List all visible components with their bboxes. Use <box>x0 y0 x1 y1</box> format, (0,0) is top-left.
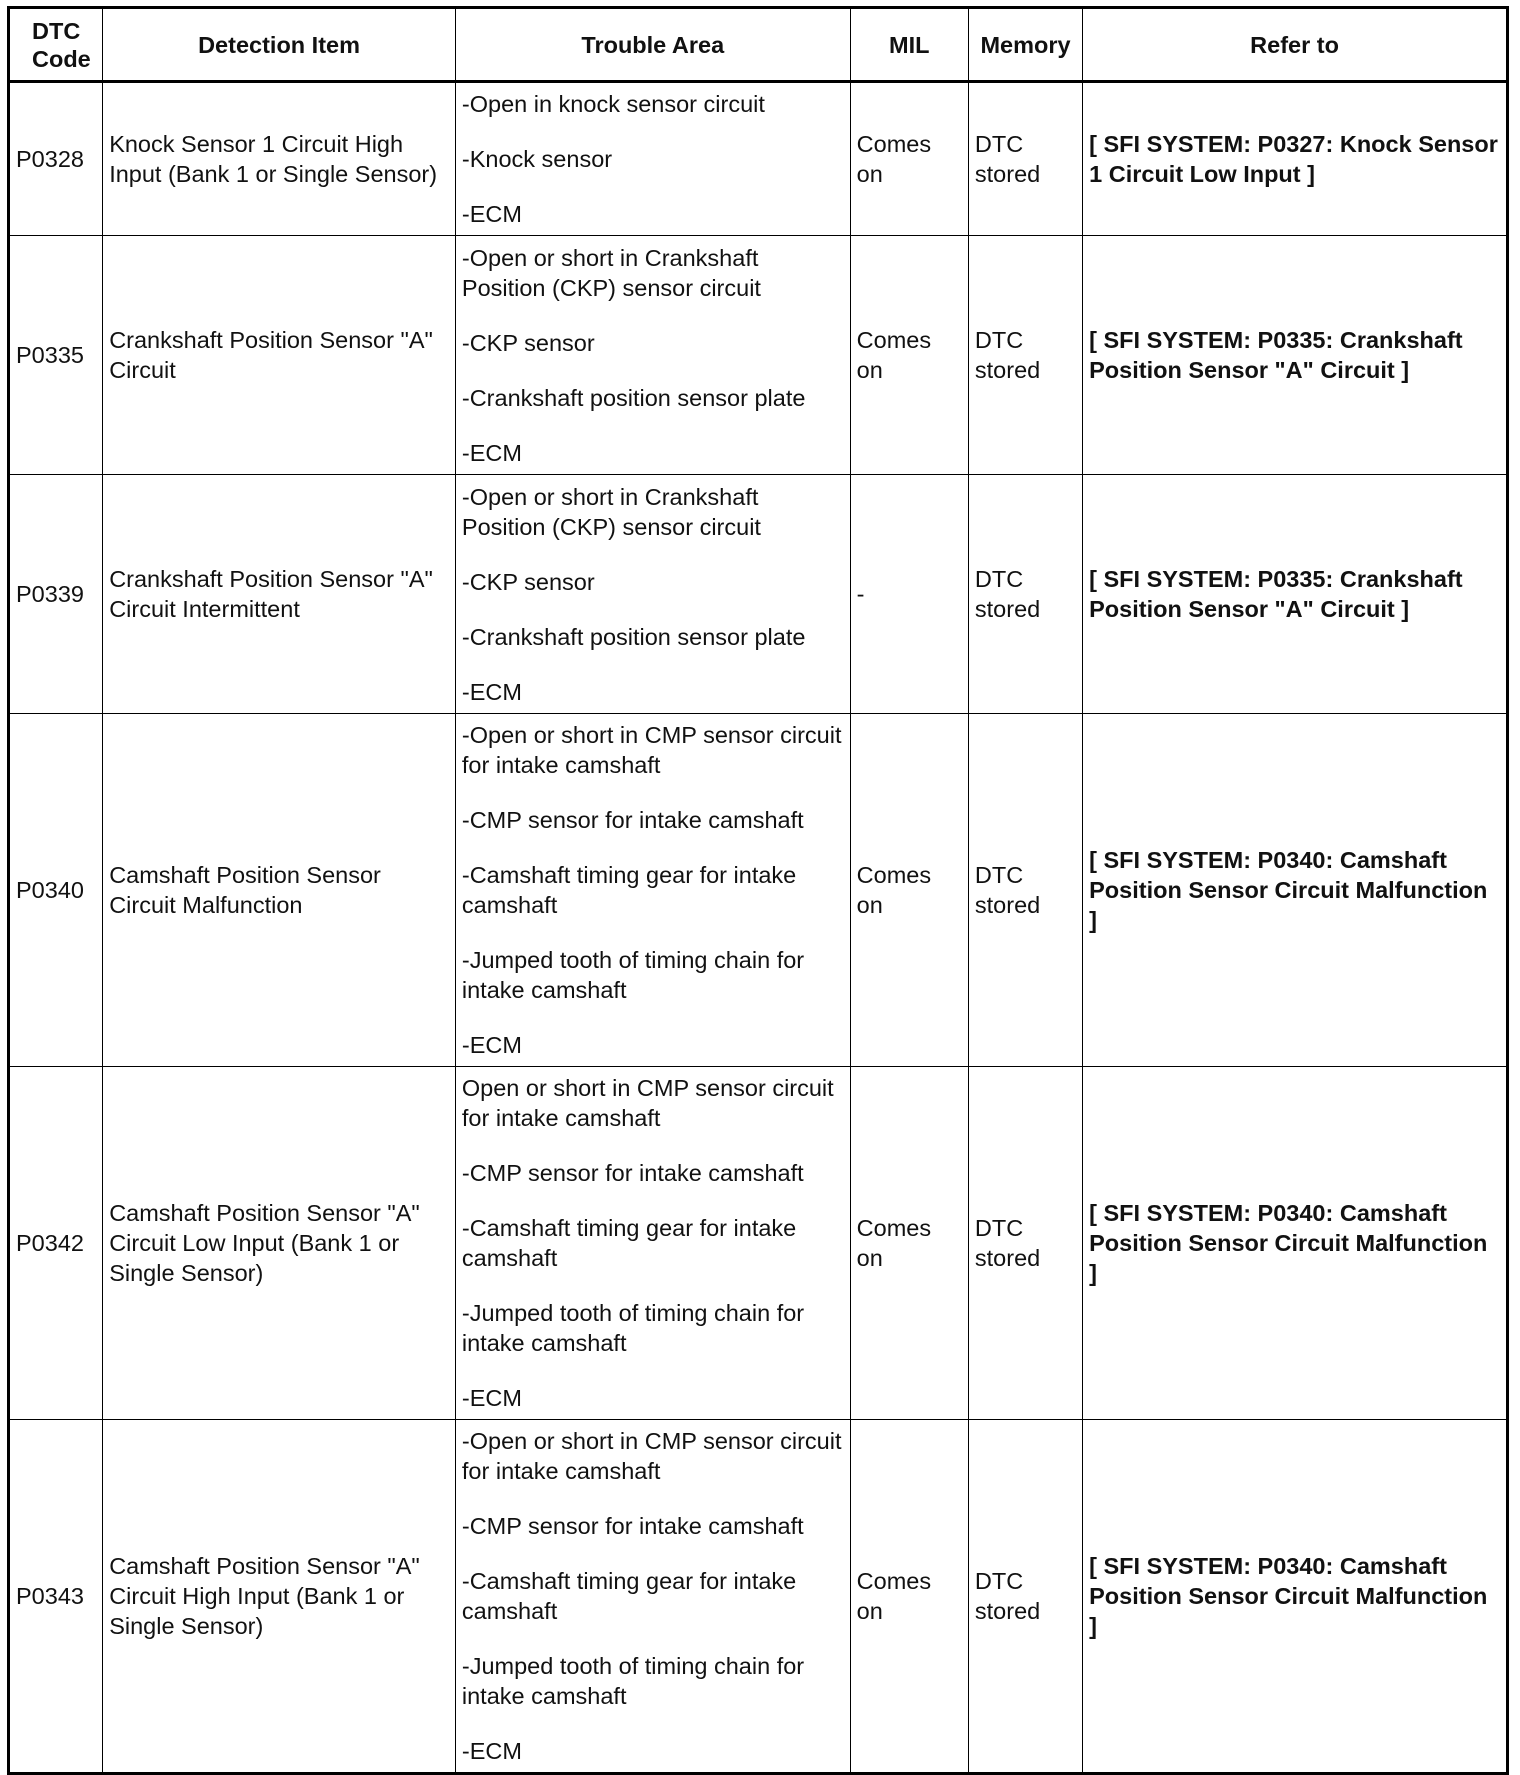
trouble-area-cell <box>455 1067 850 1420</box>
dtc-code-cell: P0342 <box>9 1067 103 1420</box>
refer-to-link[interactable]: [ SFI SYSTEM: P0327: Knock Sensor 1 Circuit Low Input ] <box>1083 82 1508 236</box>
trouble-area-item: -Camshaft timing gear for intake camshaft <box>461 1568 797 1624</box>
trouble-area-item: -Camshaft timing gear for intake camshaft <box>461 862 797 918</box>
trouble-area-cell <box>455 82 850 236</box>
trouble-area-item: -ECM <box>461 678 522 705</box>
detection-item-cell: Camshaft Position Sensor "A" Circuit Low Input (Bank 1 or Single Sensor) <box>103 1067 456 1420</box>
mil-cell: Comes on <box>850 1067 968 1420</box>
detection-item-cell: Camshaft Position Sensor "A" Circuit High Input (Bank 1 or Single Sensor) <box>103 1420 456 1774</box>
mil-cell: Comes on <box>850 714 968 1067</box>
trouble-area-item: -ECM <box>461 439 522 466</box>
table-row <box>9 1420 1508 1774</box>
table-row <box>9 82 1508 236</box>
table-row <box>9 1067 1508 1420</box>
trouble-area-cell <box>455 236 850 475</box>
table-row <box>9 475 1508 714</box>
dtc-code-cell: P0328 <box>9 82 103 236</box>
trouble-area-item: -Jumped tooth of timing chain for intake camshaft <box>461 947 805 1003</box>
mil-cell: Comes on <box>850 82 968 236</box>
trouble-area-item: -ECM <box>461 201 522 227</box>
detection-item-cell: Crankshaft Position Sensor "A" Circuit Intermittent <box>103 475 456 714</box>
trouble-area-item: -Crankshaft position sensor plate <box>461 623 806 650</box>
memory-cell: DTC stored <box>968 1420 1082 1774</box>
trouble-area-item: -CKP sensor <box>461 568 595 595</box>
dtc-code-cell: P0340 <box>9 714 103 1067</box>
trouble-area-item: -CMP sensor for intake camshaft <box>461 807 804 833</box>
trouble-area-item: Open or short in CMP sensor circuit for intake camshaft <box>461 1075 834 1131</box>
header-dtc-code: DTC Code <box>9 8 103 82</box>
header-mil: MIL <box>850 8 968 82</box>
trouble-area-item: -Open or short in Crankshaft Position (CKP) sensor circuit <box>461 244 761 301</box>
dtc-code-cell: P0343 <box>9 1420 103 1774</box>
mil-cell: - <box>850 475 968 714</box>
memory-cell: DTC stored <box>968 1067 1082 1420</box>
header-refer-to: Refer to <box>1083 8 1508 82</box>
mil-cell: Comes on <box>850 1420 968 1774</box>
trouble-area-item: -ECM <box>461 1032 522 1058</box>
refer-to-link[interactable]: [ SFI SYSTEM: P0340: Camshaft Position Sensor Circuit Malfunction ] <box>1083 714 1508 1067</box>
trouble-area-item: -ECM <box>461 1385 522 1411</box>
refer-to-link[interactable]: [ SFI SYSTEM: P0340: Camshaft Position Sensor Circuit Malfunction ] <box>1083 1067 1508 1420</box>
detection-item-cell: Camshaft Position Sensor Circuit Malfunction <box>103 714 456 1067</box>
trouble-area-item: -CMP sensor for intake camshaft <box>461 1160 804 1186</box>
memory-cell: DTC stored <box>968 475 1082 714</box>
mil-cell: Comes on <box>850 236 968 475</box>
trouble-area-item: -CMP sensor for intake camshaft <box>461 1513 804 1539</box>
dtc-code-cell: P0339 <box>9 475 103 714</box>
trouble-area-item: -CKP sensor <box>461 329 595 356</box>
memory-cell: DTC stored <box>968 236 1082 475</box>
trouble-area-item: -Jumped tooth of timing chain for intake camshaft <box>461 1300 805 1356</box>
trouble-area-item: -Open or short in CMP sensor circuit for intake camshaft <box>461 1428 842 1484</box>
trouble-area-cell <box>455 1420 850 1774</box>
dtc-table <box>7 6 1509 1775</box>
dtc-code-cell: P0335 <box>9 236 103 475</box>
header-row <box>9 8 1508 82</box>
detection-item-cell: Crankshaft Position Sensor "A" Circuit <box>103 236 456 475</box>
trouble-area-item: -Open or short in Crankshaft Position (CKP) sensor circuit <box>461 483 761 540</box>
memory-cell: DTC stored <box>968 82 1082 236</box>
header-detection-item: Detection Item <box>103 8 456 82</box>
header-memory: Memory <box>968 8 1082 82</box>
trouble-area-item: -Jumped tooth of timing chain for intake camshaft <box>461 1653 805 1709</box>
refer-to-link[interactable]: [ SFI SYSTEM: P0335: Crankshaft Position Sensor "A" Circuit ] <box>1083 236 1508 475</box>
detection-item-cell: Knock Sensor 1 Circuit High Input (Bank 1 or Single Sensor) <box>103 82 456 236</box>
refer-to-link[interactable]: [ SFI SYSTEM: P0335: Crankshaft Position Sensor "A" Circuit ] <box>1083 475 1508 714</box>
trouble-area-item: -Open or short in CMP sensor circuit for intake camshaft <box>461 722 842 778</box>
table-row <box>9 714 1508 1067</box>
trouble-area-item: -Knock sensor <box>461 146 613 172</box>
trouble-area-item: -ECM <box>461 1738 522 1764</box>
memory-cell: DTC stored <box>968 714 1082 1067</box>
table-row <box>9 236 1508 475</box>
header-trouble-area: Trouble Area <box>455 8 850 82</box>
trouble-area-cell <box>455 475 850 714</box>
refer-to-link[interactable]: [ SFI SYSTEM: P0340: Camshaft Position Sensor Circuit Malfunction ] <box>1083 1420 1508 1774</box>
trouble-area-cell <box>455 714 850 1067</box>
trouble-area-item: -Camshaft timing gear for intake camshaft <box>461 1215 797 1271</box>
trouble-area-item: -Open in knock sensor circuit <box>461 91 765 117</box>
trouble-area-item: -Crankshaft position sensor plate <box>461 384 806 411</box>
